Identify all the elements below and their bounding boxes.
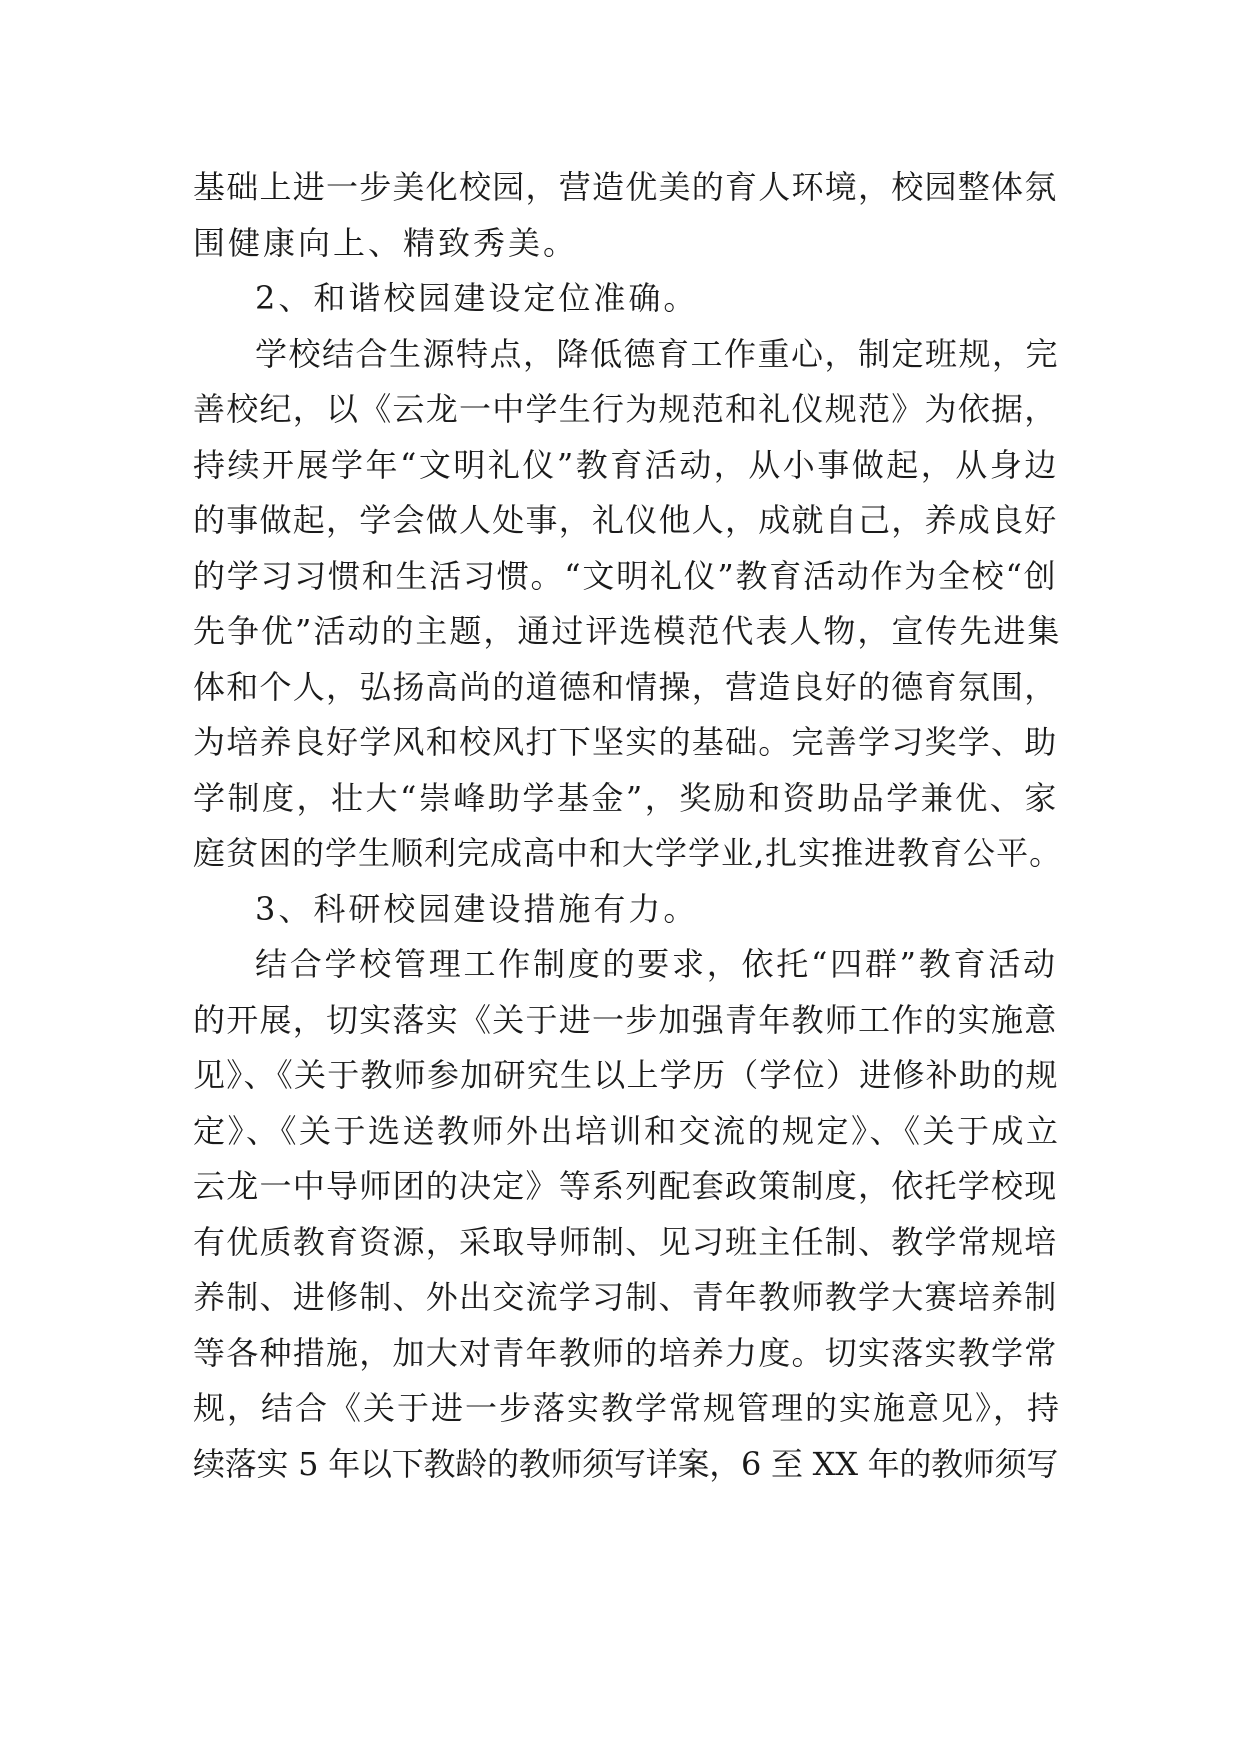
text-line: 结合学校管理工作制度的要求，依托“四群”教育活动 [255,945,1058,983]
text-line: 体和个人，弘扬高尚的道德和情操，营造良好的德育氛围， [193,667,1058,706]
text-line: 2、和谐校园建设定位准确。 [255,279,699,317]
text-line: 等各种措施，加大对青年教师的培养力度。切实落实教学常 [193,1333,1058,1372]
text-line: 规，结合《关于进一步落实教学常规管理的实施意见》，持 [193,1389,1062,1427]
text-line: 学校结合生源特点，降低德育工作重心，制定班规，完 [255,334,1060,373]
text-line: 基础上进一步美化校园，营造优美的育人环境，校园整体氛 [193,168,1058,206]
text-line: 云龙一中导师团的决定》等系列配套政策制度，依托学校现 [193,1167,1058,1205]
text-line: 续落实 5 年以下教龄的教师须写详案，6 至 XX 年的教师须写 [193,1444,1059,1483]
text-line: 先争优”活动的主题，通过评选模范代表人物，宣传先进集 [193,612,1062,650]
text-line: 定》、《关于选送教师外出培训和交流的规定》、《关于成立 [193,1111,1061,1150]
text-line: 为培养良好学风和校风打下坚实的基础。完善学习奖学、助 [193,723,1058,761]
body-text [193,160,1063,1492]
text-line: 庭贫困的学生顺利完成高中和大学学业,扎实推进教育公平。 [193,834,1063,872]
text-line: 见》、《关于教师参加研究生以上学历（学位）进修补助的规 [193,1056,1059,1094]
text-line: 学制度，壮大“崇峰助学基金”，奖励和资助品学兼优、家 [193,778,1059,817]
text-line: 3、科研校园建设措施有力。 [255,889,699,928]
text-line: 持续开展学年“文明礼仪”教育活动，从小事做起，从身边 [193,445,1059,484]
text-line: 围健康向上、精致秀美。 [193,223,579,262]
text-line: 的事做起，学会做人处事，礼仪他人，成就自己，养成良好 [193,501,1058,539]
text-line: 善校纪，以《云龙一中学生行为规范和礼仪规范》为依据， [193,390,1058,428]
text-line: 的学习习惯和生活习惯。“文明礼仪”教育活动作为全校“创 [193,556,1058,595]
text-line: 的开展，切实落实《关于进一步加强青年教师工作的实施意 [193,1000,1058,1039]
text-line: 养制、进修制、外出交流学习制、青年教师教学大赛培养制 [193,1278,1058,1316]
text-line: 有优质教育资源，采取导师制、见习班主任制、教学常规培 [193,1222,1058,1261]
